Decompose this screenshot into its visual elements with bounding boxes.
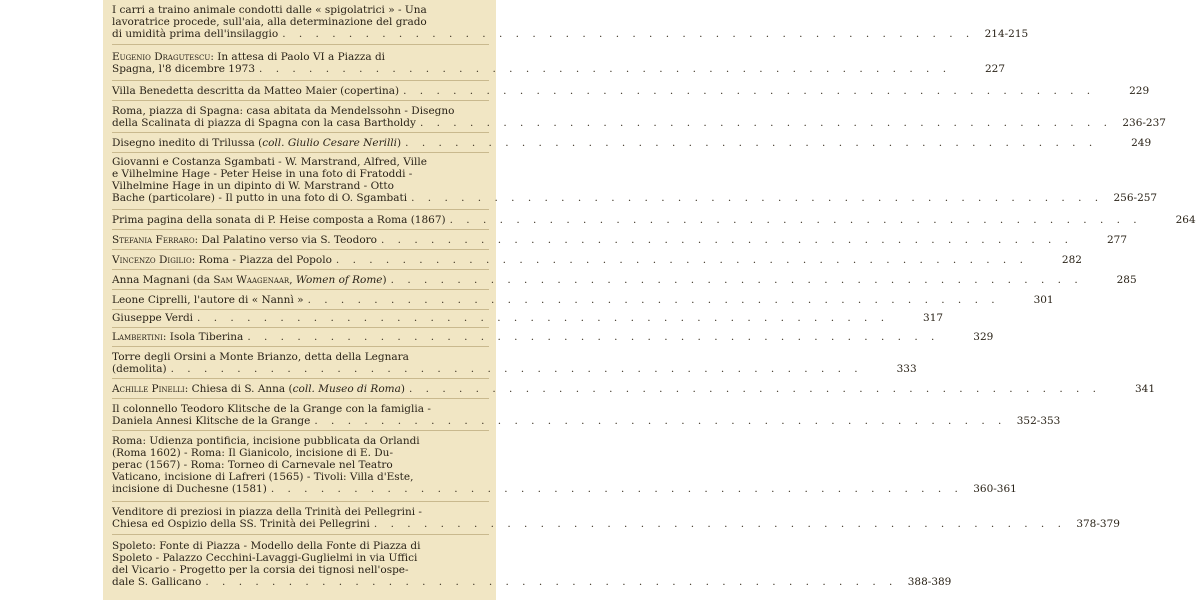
- entry-line: Giuseppe Verdi: [112, 312, 194, 324]
- list-item: [112, 137, 1152, 149]
- list-item: [112, 4, 1029, 40]
- leader-dots: . . . . . . . . . . . . . . . . . . . . . . . . . . . . . . . . . . . . . . . . . .: [390, 274, 1083, 286]
- page-number: 227: [985, 63, 1006, 75]
- entry-text: ): [397, 137, 402, 149]
- leader-dots: . . . . . . . . . . . . . . . . . . . . . . . . . . . . . . . . . . . . . . . . . .: [247, 331, 940, 343]
- leader-dots: . . . . . . . . . . . . . . . . . . . . . . . . . . . . . . . . . . . . . . . . . .: [408, 383, 1102, 395]
- entry-text: Anna Magnani (da: [112, 274, 214, 286]
- entry-line: Prima pagina della sonata di P. Heise composta a Roma (1867): [112, 214, 446, 226]
- page-number: 378-379: [1076, 518, 1120, 530]
- divider: [112, 209, 489, 210]
- list-item: [112, 351, 917, 375]
- entry-line: Leone Ciprelli, l'autore di « Nannì »: [112, 294, 304, 306]
- divider: [112, 80, 489, 81]
- divider: [112, 229, 489, 230]
- leader-dots: . . . . . . . . . . . . . . . . . . . . . . . . . . . . . . . . . . . . . . . . . .: [405, 137, 1098, 149]
- page-number: 264: [1175, 214, 1196, 226]
- entry-text: : Isola Tiberina: [162, 331, 244, 343]
- divider: [112, 100, 489, 101]
- divider: [112, 152, 489, 153]
- entry-line: perac (1567) - Roma: Torneo di Carnevale nel Teatro: [112, 459, 393, 471]
- entry-line: della Scalinata di piazza di Spagna con la casa Bartholdy: [112, 117, 416, 129]
- leader-dots: . . . . . . . . . . . . . . . . . . . . . . . . . . . . . . . . . . . . . . . . . .: [381, 234, 1074, 246]
- list-item: [112, 312, 944, 324]
- page-number: 249: [1131, 137, 1152, 149]
- leader-dots: . . . . . . . . . . . . . . . . . . . . . . . . . . . . . . . . . . . . . . . . . .: [403, 85, 1096, 97]
- entry-line: (demolita): [112, 363, 167, 375]
- author-name: Vincenzo Digilio: [112, 254, 192, 266]
- entry-line: Roma, piazza di Spagna: casa abitata da Mendelssohn - Disegno: [112, 105, 455, 117]
- divider: [112, 327, 489, 328]
- leader-dots: . . . . . . . . . . . . . . . . . . . . . . . . . . . . . . . . . . . . . . . . . .: [259, 63, 952, 75]
- page-number: 214-215: [984, 28, 1029, 40]
- entry-line: Giovanni e Costanza Sgambati - W. Marstrand, Alfred, Ville: [112, 156, 427, 168]
- list-item: [112, 85, 1150, 97]
- entry-line: Villa Benedetta descritta da Matteo Maier (copertina): [112, 85, 400, 97]
- collection-name: coll. Museo di Roma: [292, 383, 401, 395]
- author-name: Stefania Ferraro: [112, 234, 195, 246]
- page-number: 388-389: [907, 576, 952, 588]
- collection-name: coll. Giulio Cesare Nerilli: [262, 137, 398, 149]
- leader-dots: . . . . . . . . . . . . . . . . . . . . . . . . . . . . . . . . . . . . . . . . . .: [314, 415, 1007, 427]
- author-name: Sam Waagenaar: [213, 274, 290, 286]
- entry-line: di umidità prima dell'insilaggio: [112, 28, 279, 40]
- entry-line: Vilhelmine Hage in un dipinto di W. Marstrand - Otto: [112, 180, 394, 192]
- list-item: [112, 254, 1082, 266]
- book-title: Women of Rome: [295, 274, 383, 286]
- entry-line: Bache (particolare) - Il putto in una foto di O. Sgambati: [112, 192, 408, 204]
- divider: [112, 534, 489, 535]
- list-item: [112, 435, 1017, 495]
- entry-line: Spagna, l'8 dicembre 1973: [112, 63, 256, 75]
- divider: [112, 249, 489, 250]
- page-number: 352-353: [1016, 415, 1061, 427]
- leader-dots: . . . . . . . . . . . . . . . . . . . . . . . . . . . . . . . . . . . . . . . . . .: [307, 294, 1000, 306]
- page-number: 256-257: [1113, 192, 1158, 204]
- entry-line: I carri a traino animale condotti dalle « spigolatrici » - Una: [112, 4, 427, 16]
- divider: [112, 378, 489, 379]
- list-item: [112, 234, 1128, 246]
- divider: [112, 398, 489, 399]
- entry-line: Daniela Annesi Klitsche de la Grange: [112, 415, 311, 427]
- page-number: 277: [1106, 234, 1128, 246]
- entry-line: incisione di Duchesne (1581): [112, 483, 267, 495]
- list-item: [112, 274, 1137, 286]
- page-number: 341: [1134, 383, 1156, 395]
- list-item: [112, 156, 1158, 204]
- divider: [112, 132, 489, 133]
- entry-line: del Vicario - Progetto per la corsia dei tignosi nell'ospe-: [112, 564, 409, 576]
- leader-dots: . . . . . . . . . . . . . . . . . . . . . . . . . . . . . . . . . . . . . . . . . .: [449, 214, 1142, 226]
- page-number: 229: [1129, 85, 1150, 97]
- index-page: [103, 0, 1196, 600]
- page-number: 329: [973, 331, 994, 343]
- entry-line: Spoleto: Fonte di Piazza - Modello della Fonte di Piazza di: [112, 540, 421, 552]
- divider: [112, 430, 489, 431]
- entry-line: Chiesa ed Ospizio della SS. Trinità dei Pellegrini: [112, 518, 370, 530]
- entry-line: dale S. Gallicano: [112, 576, 202, 588]
- page-number: 285: [1116, 274, 1137, 286]
- list-item: Eugenio Dragutescu: In attesa di Paolo VI a Piazza di Spagna, l'8 dicembre 1973 . . . . . . . . . . . . . . . . . . . . . . . . . . . . . . . . . . . . . . . . . . 227: [112, 51, 1006, 75]
- page-number: 236-237: [1122, 117, 1166, 129]
- entry-line: e Vilhelmine Hage - Peter Heise in una foto di Fratoddi -: [112, 168, 413, 180]
- author-name: Achille Pinelli: [112, 383, 185, 395]
- entry-text: : Chiesa di S. Anna (: [184, 383, 293, 395]
- list-item: [112, 331, 994, 343]
- entry-text: ): [400, 383, 405, 395]
- entry-line: lavoratrice procede, sull'aia, alla determinazione del grado: [112, 16, 427, 28]
- leader-dots: . . . . . . . . . . . . . . . . . . . . . . . . . . . . . . . . . . . . . . . . . .: [282, 28, 975, 40]
- leader-dots: . . . . . . . . . . . . . . . . . . . . . . . . . . . . . . . . . . . . . . . . . .: [335, 254, 1028, 266]
- author-name: Eugenio Dragutescu: [112, 51, 211, 63]
- leader-dots: . . . . . . . . . . . . . . . . . . . . . . . . . . . . . . . . . . . . . . . . . .: [373, 518, 1066, 530]
- author-name: Lambertini: [112, 331, 163, 343]
- divider: [112, 269, 489, 270]
- entry-text: ,: [289, 274, 296, 286]
- list-item: [112, 403, 1061, 427]
- leader-dots: . . . . . . . . . . . . . . . . . . . . . . . . . . . . . . . . . . . . . . . . . .: [170, 363, 863, 375]
- page-number: 360-361: [973, 483, 1017, 495]
- leader-dots: . . . . . . . . . . . . . . . . . . . . . . . . . . . . . . . . . . . . . . . . . .: [270, 483, 963, 495]
- entry-line: Roma: Udienza pontificia, incisione pubblicata da Orlandi: [112, 435, 420, 447]
- entry-text: : Roma - Piazza del Popolo: [191, 254, 332, 266]
- list-item: [112, 294, 1054, 306]
- entry-line: (Roma 1602) - Roma: Il Gianicolo, incisione di E. Du-: [112, 447, 393, 459]
- entry-line: Torre degli Orsini a Monte Brianzo, detta della Legnara: [112, 351, 409, 363]
- list-item: [112, 214, 1196, 226]
- divider: [112, 289, 489, 290]
- list-item: [112, 383, 1156, 395]
- entry-line: Spoleto - Palazzo Cecchini-Lavaggi-Guglielmi in via Uffici: [112, 552, 418, 564]
- page-number: 301: [1033, 294, 1054, 306]
- entry-line: Il colonnello Teodoro Klitsche de la Grange con la famiglia -: [112, 403, 431, 415]
- list-item: [112, 506, 1120, 530]
- divider: [112, 44, 489, 45]
- leader-dots: . . . . . . . . . . . . . . . . . . . . . . . . . . . . . . . . . . . . . . . . . .: [411, 192, 1104, 204]
- list-item: [112, 105, 1166, 129]
- divider: [112, 501, 489, 502]
- page-number: 317: [923, 312, 944, 324]
- entry-text: ): [382, 274, 387, 286]
- leader-dots: . . . . . . . . . . . . . . . . . . . . . . . . . . . . . . . . . . . . . . . . . .: [419, 117, 1112, 129]
- entry-text: Disegno inedito di Trilussa (: [112, 137, 263, 149]
- entry-line: Venditore di preziosi in piazza della Trinità dei Pellegrini -: [112, 506, 422, 518]
- leader-dots: . . . . . . . . . . . . . . . . . . . . . . . . . . . . . . . . . . . . . . . . . .: [197, 312, 890, 324]
- leader-dots: . . . . . . . . . . . . . . . . . . . . . . . . . . . . . . . . . . . . . . . . . .: [205, 576, 898, 588]
- entry-text: : Dal Palatino verso via S. Teodoro: [194, 234, 377, 246]
- divider: [112, 346, 489, 347]
- list-item: [112, 540, 952, 588]
- page-number: 282: [1061, 254, 1082, 266]
- divider: [112, 309, 489, 310]
- entry-line: Vaticano, incisione di Lafreri (1565) - Tivoli: Villa d'Este,: [112, 471, 414, 483]
- page-number: 333: [896, 363, 917, 375]
